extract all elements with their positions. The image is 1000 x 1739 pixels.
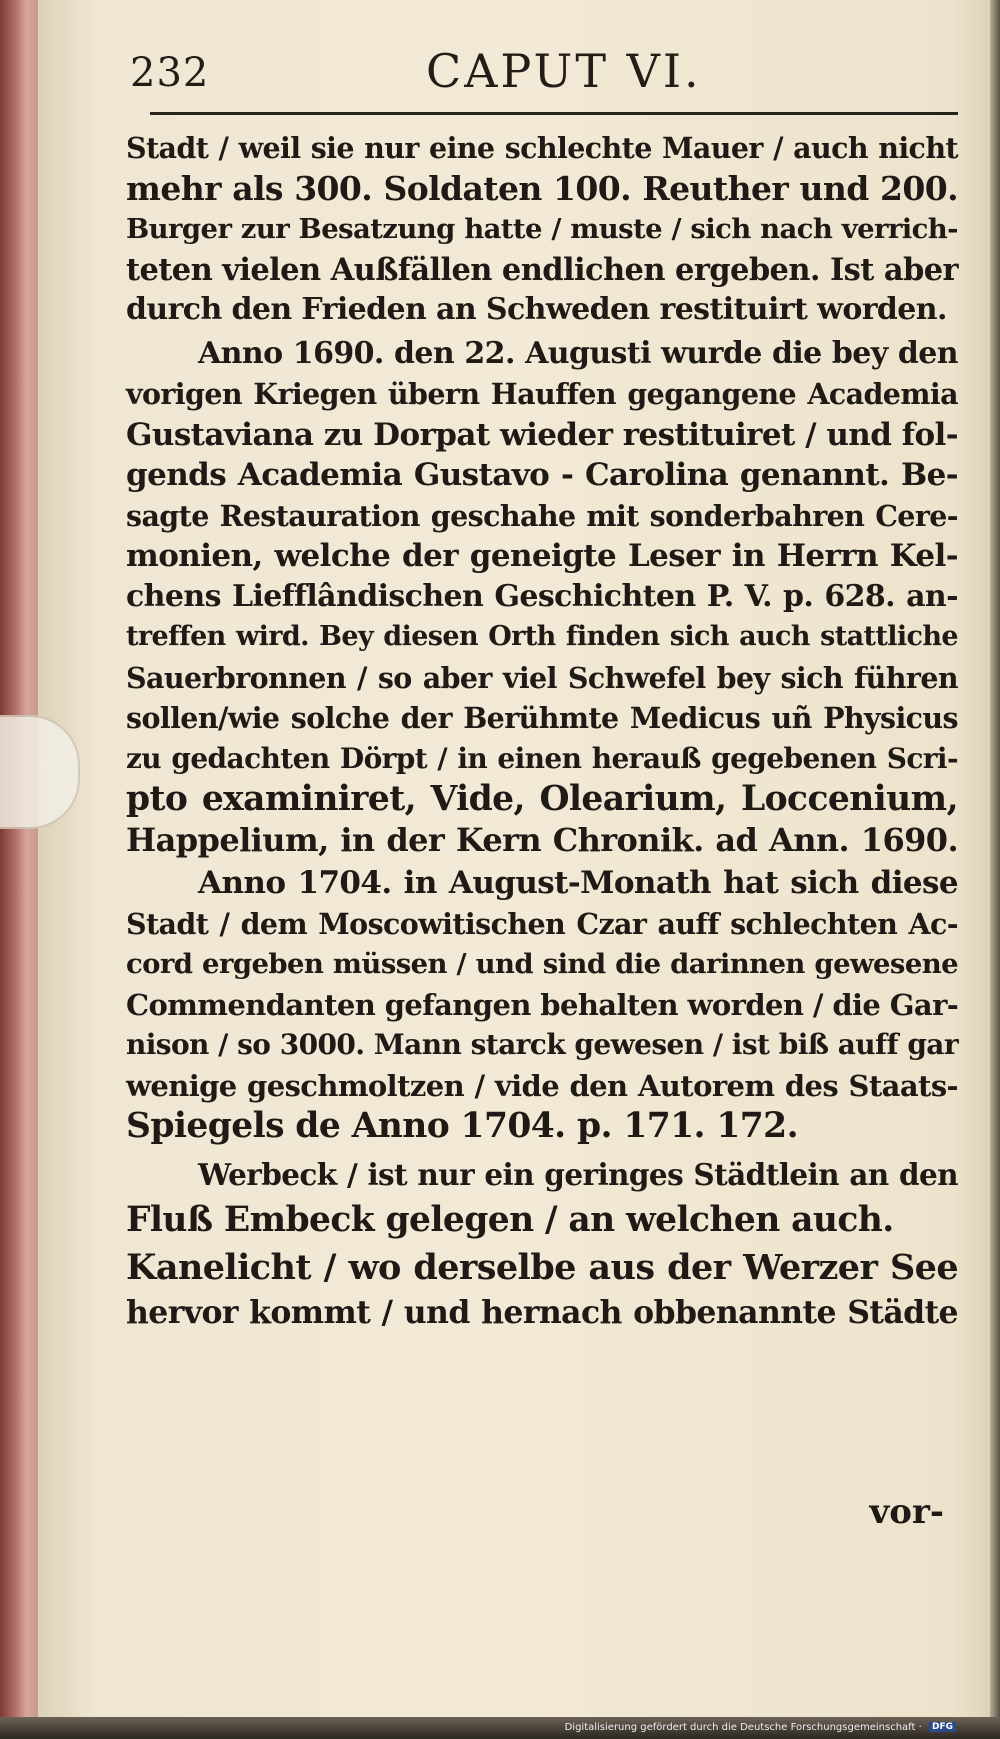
book-spine-edge: [0, 0, 38, 1739]
credit-text: Digitalisierung gefördert durch die Deutsche Forschungsgemeinschaft ·: [564, 1722, 922, 1733]
text-line: durch den Frieden an Schweden restituirt worden.: [126, 292, 947, 327]
text-line: Fluß Embeck gelegen / an welchen auch.: [126, 1199, 894, 1240]
text-line: Burger zur Besatzung hatte / muste / sich nach verrich-: [126, 213, 958, 245]
text-line: sagte Restauration geschahe mit sonderbahren Cere-: [126, 498, 958, 533]
right-page-edge: [990, 0, 1000, 1739]
text-line: Stadt / dem Moscowitischen Czar auff schlechten Ac-: [126, 906, 958, 941]
text-line: Spiegels de Anno 1704. p. 171. 172.: [126, 1106, 798, 1146]
text-line: Stadt / weil sie nur eine schlechte Mauer / auch nicht: [126, 131, 958, 165]
text-line: vorigen Kriegen übern Hauffen gegangene Academia: [126, 377, 958, 411]
digitization-credit: [565, 1722, 956, 1733]
text-line: monien, welche der geneigte Leser in Herrn Kel-: [126, 538, 958, 574]
header-rule: [150, 112, 958, 115]
text-line: wenige geschmoltzen / vide den Autorem des Staats-: [126, 1068, 958, 1103]
paragraph-start-line: Anno 1690. den 22. Augusti wurde die bey den: [198, 335, 958, 371]
text-line: treffen wird. Bey diesen Orth finden sich auch stattliche: [126, 621, 958, 652]
running-head: CAPUT VI.: [426, 44, 702, 98]
text-line: hervor kommt / und hernach obbenannte Städte: [126, 1294, 958, 1331]
page-number: 232: [130, 50, 210, 96]
text-line: nison / so 3000. Mann starck gewesen / ist biß auff gar: [126, 1028, 958, 1061]
dfg-logo: DFG: [929, 1722, 956, 1732]
page-header: [126, 40, 956, 100]
text-line: sollen/wie solche der Berühmte Medicus uñ Physicus: [126, 701, 958, 735]
text-line: Commendanten gefangen behalten worden / die Gar-: [126, 987, 959, 1022]
text-line: Sauerbronnen / so aber viel Schwefel bey sich führen: [126, 660, 958, 695]
text-line: cord ergeben müssen / und sind die darinnen gewesene: [126, 948, 958, 980]
paragraph-start-line: Anno 1704. in August-Monath hat sich diese: [198, 865, 958, 901]
text-line: Gustaviana zu Dorpat wieder restituiret / und fol-: [126, 416, 958, 453]
text-line: Happelium, in der Kern Chronik. ad Ann. 1690.: [126, 820, 958, 859]
text-line: zu gedachten Dörpt / in einen herauß gegebenen Scri-: [126, 741, 958, 775]
text-line: gends Academia Gustavo - Carolina genannt. Be-: [126, 457, 958, 493]
entry-heading-line: Werbeck / ist nur ein geringes Städtlein an den: [198, 1156, 958, 1192]
entry-heading-line: Kanelicht / wo derselbe aus der Werzer See: [126, 1247, 958, 1288]
text-line: mehr als 300. Soldaten 100. Reuther und 200.: [126, 168, 958, 208]
text-line: pto examiniret, Vide, Olearium, Loccenium,: [126, 779, 958, 819]
catchword: vor-: [869, 1492, 944, 1532]
text-line: chens Liefflândischen Geschichten P. V. p. 628. an-: [126, 578, 958, 614]
body-text: [126, 128, 958, 1334]
text-line: teten vielen Außfällen endlichen ergeben. Ist aber: [126, 251, 958, 288]
